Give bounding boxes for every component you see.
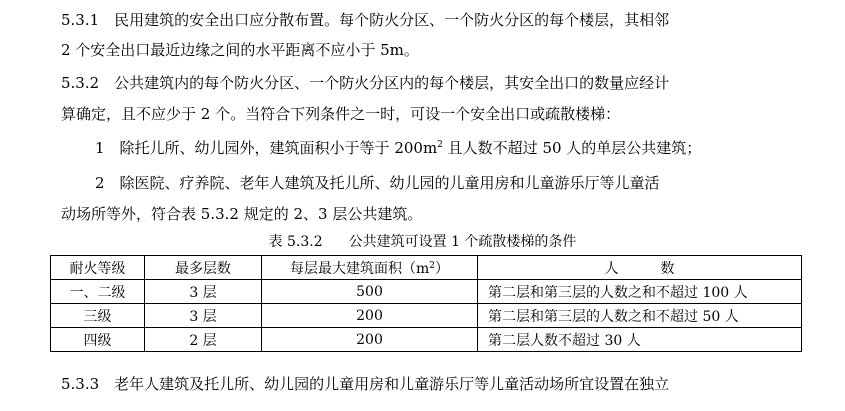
header-max-area-superscript: 2 bbox=[429, 260, 435, 271]
cell-people: 第二层和第三层的人数之和不超过 50 人 bbox=[478, 304, 802, 328]
item-2-line-2: 动场所等外，符合表 5.3.2 规定的 2、3 层公共建筑。 bbox=[61, 205, 423, 223]
cell-grade: 一、二级 bbox=[51, 280, 145, 304]
table-title: 公共建筑可设置 1 个疏散楼梯的条件 bbox=[348, 234, 577, 250]
table-number: 表 5.3.2 bbox=[268, 234, 323, 250]
clause-5-3-1-line-1: 5.3.1 民用建筑的安全出口应分散布置。每个防火分区、一个防火分区的每个楼层，其相邻 bbox=[61, 11, 670, 29]
table-row bbox=[51, 304, 802, 328]
clause-5-3-2-line-1: 5.3.2 公共建筑内的每个防火分区、一个防火分区内的每个楼层，其安全出口的数量应经计 bbox=[61, 74, 670, 92]
item-1-superscript: 2 bbox=[437, 140, 443, 150]
item-1 bbox=[95, 137, 701, 159]
evacuation-stair-table bbox=[50, 255, 802, 352]
cell-area: 500 bbox=[262, 280, 478, 304]
cell-grade: 三级 bbox=[51, 304, 145, 328]
clause-5-3-2-line-2: 算确定，且不应少于 2 个。当符合下列条件之一时，可设一个安全出口或疏散楼梯： bbox=[61, 105, 621, 123]
cell-people: 第二层人数不超过 30 人 bbox=[478, 328, 802, 352]
clause-5-3-1-line-2: 2 个安全出口最近边缘之间的水平距离不应小于 5m。 bbox=[61, 41, 419, 59]
cell-floors: 3 层 bbox=[145, 304, 262, 328]
header-max-area-text: 每层最大建筑面积（m bbox=[289, 260, 430, 277]
cell-grade: 四级 bbox=[51, 328, 145, 352]
clause-5-3-3: 5.3.3 老年人建筑及托儿所、幼儿园的儿童用房和儿童游乐厅等儿童活动场所宜设置在独立 bbox=[61, 375, 670, 393]
header-fire-rating: 耐火等级 bbox=[51, 256, 145, 280]
header-max-area bbox=[262, 256, 478, 280]
item-1-text-end: 且人数不超过 50 人的单层公共建筑； bbox=[442, 139, 702, 157]
table-row bbox=[51, 328, 802, 352]
header-max-area-close: ） bbox=[435, 260, 449, 277]
table-row bbox=[51, 280, 802, 304]
cell-floors: 3 层 bbox=[145, 280, 262, 304]
table-caption bbox=[0, 232, 845, 252]
header-people: 人 数 bbox=[478, 256, 802, 280]
cell-floors: 2 层 bbox=[145, 328, 262, 352]
item-2-line-1: 2 除医院、疗养院、老年人建筑及托儿所、幼儿园的儿童用房和儿童游乐厅等儿童活 bbox=[95, 174, 660, 192]
cell-people: 第二层和第三层的人数之和不超过 100 人 bbox=[478, 280, 802, 304]
table-header-row bbox=[51, 256, 802, 280]
header-max-floors: 最多层数 bbox=[145, 256, 262, 280]
cell-area: 200 bbox=[262, 328, 478, 352]
cell-area: 200 bbox=[262, 304, 478, 328]
item-1-text: 1 除托儿所、幼儿园外，建筑面积小于等于 200m bbox=[95, 139, 438, 157]
